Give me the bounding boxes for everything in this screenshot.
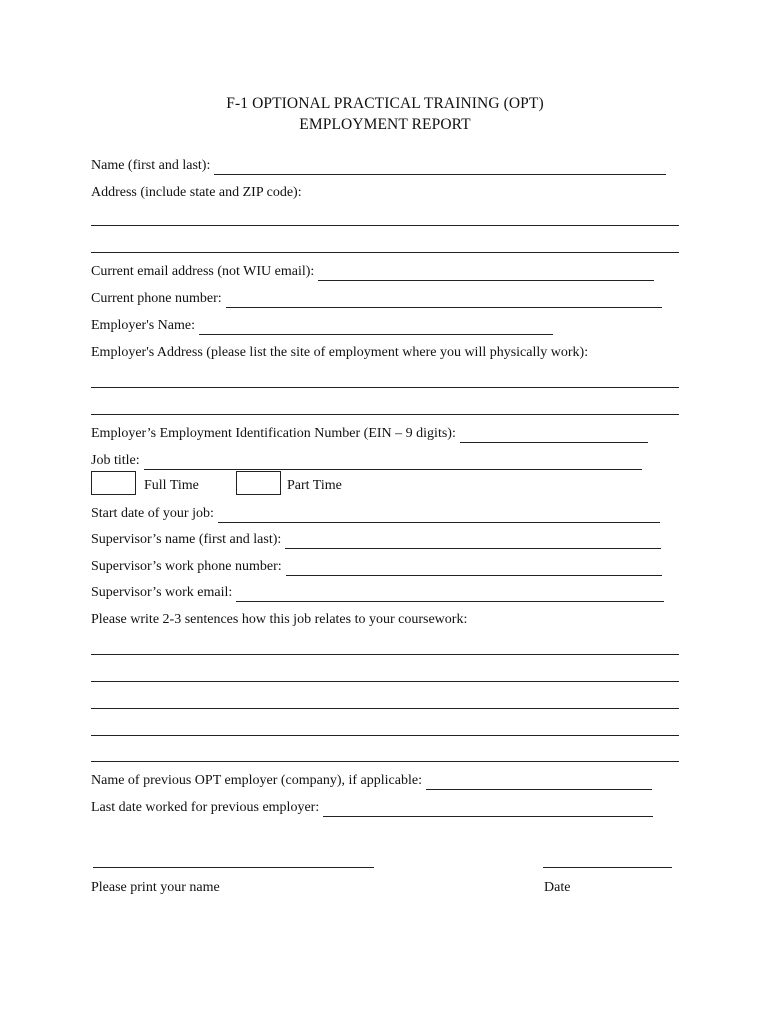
- supervisor-name-label: Supervisor’s name (first and last):: [91, 532, 282, 547]
- address-line-1[interactable]: [91, 225, 679, 226]
- address-line-2[interactable]: [91, 252, 679, 253]
- employer-name-field[interactable]: [199, 319, 553, 335]
- address-label: Address (include state and ZIP code):: [91, 185, 302, 200]
- last-date-field[interactable]: [323, 801, 653, 817]
- start-date-field[interactable]: [218, 507, 660, 523]
- name-label: Name (first and last):: [91, 158, 211, 173]
- name-row: [91, 157, 666, 175]
- supervisor-email-row: [91, 584, 664, 602]
- coursework-line-4[interactable]: [91, 735, 679, 736]
- phone-label: Current phone number:: [91, 291, 222, 306]
- email-label: Current email address (not WIU email):: [91, 264, 315, 279]
- coursework-line-5[interactable]: [91, 761, 679, 762]
- supervisor-email-label: Supervisor’s work email:: [91, 585, 233, 600]
- coursework-line-2[interactable]: [91, 681, 679, 682]
- previous-employer-label: Name of previous OPT employer (company), if applicable:: [91, 773, 422, 788]
- coursework-line-1[interactable]: [91, 654, 679, 655]
- form-title-line2: EMPLOYMENT REPORT: [299, 116, 471, 133]
- date-label: Date: [544, 880, 571, 895]
- job-title-label: Job title:: [91, 453, 140, 468]
- email-field[interactable]: [318, 265, 654, 281]
- phone-row: [91, 290, 662, 308]
- part-time-checkbox[interactable]: [236, 471, 281, 495]
- start-date-label: Start date of your job:: [91, 506, 214, 521]
- phone-field[interactable]: [226, 292, 662, 308]
- start-date-row: [91, 505, 660, 523]
- coursework-label: Please write 2-3 sentences how this job relates to your coursework:: [91, 612, 468, 627]
- ein-row: [91, 425, 648, 443]
- ein-field[interactable]: [460, 427, 648, 443]
- employer-address-line-1[interactable]: [91, 387, 679, 388]
- print-name-label: Please print your name: [91, 880, 220, 895]
- employer-name-label: Employer's Name:: [91, 318, 195, 333]
- supervisor-name-row: [91, 531, 661, 549]
- supervisor-phone-field[interactable]: [286, 560, 662, 576]
- supervisor-name-field[interactable]: [285, 533, 661, 549]
- supervisor-phone-label: Supervisor’s work phone number:: [91, 559, 282, 574]
- part-time-label: Part Time: [287, 478, 342, 493]
- previous-employer-field[interactable]: [426, 774, 652, 790]
- previous-employer-row: [91, 772, 652, 790]
- print-name-line[interactable]: [93, 867, 374, 868]
- employer-address-line-2[interactable]: [91, 414, 679, 415]
- employer-address-label: Employer's Address (please list the site of employment where you will physically work):: [91, 345, 589, 360]
- job-title-field[interactable]: [144, 454, 642, 470]
- supervisor-phone-row: [91, 558, 662, 576]
- last-date-row: [91, 799, 653, 817]
- coursework-line-3[interactable]: [91, 708, 679, 709]
- supervisor-email-field[interactable]: [236, 586, 664, 602]
- job-title-row: [91, 452, 642, 470]
- email-row: [91, 263, 654, 281]
- full-time-checkbox[interactable]: [91, 471, 136, 495]
- date-line[interactable]: [543, 867, 672, 868]
- employer-name-row: [91, 317, 553, 335]
- ein-label: Employer’s Employment Identification Number (EIN – 9 digits):: [91, 426, 456, 441]
- last-date-label: Last date worked for previous employer:: [91, 800, 320, 815]
- form-title-line1: F-1 OPTIONAL PRACTICAL TRAINING (OPT): [226, 95, 544, 112]
- full-time-label: Full Time: [144, 478, 199, 493]
- name-field[interactable]: [214, 159, 666, 175]
